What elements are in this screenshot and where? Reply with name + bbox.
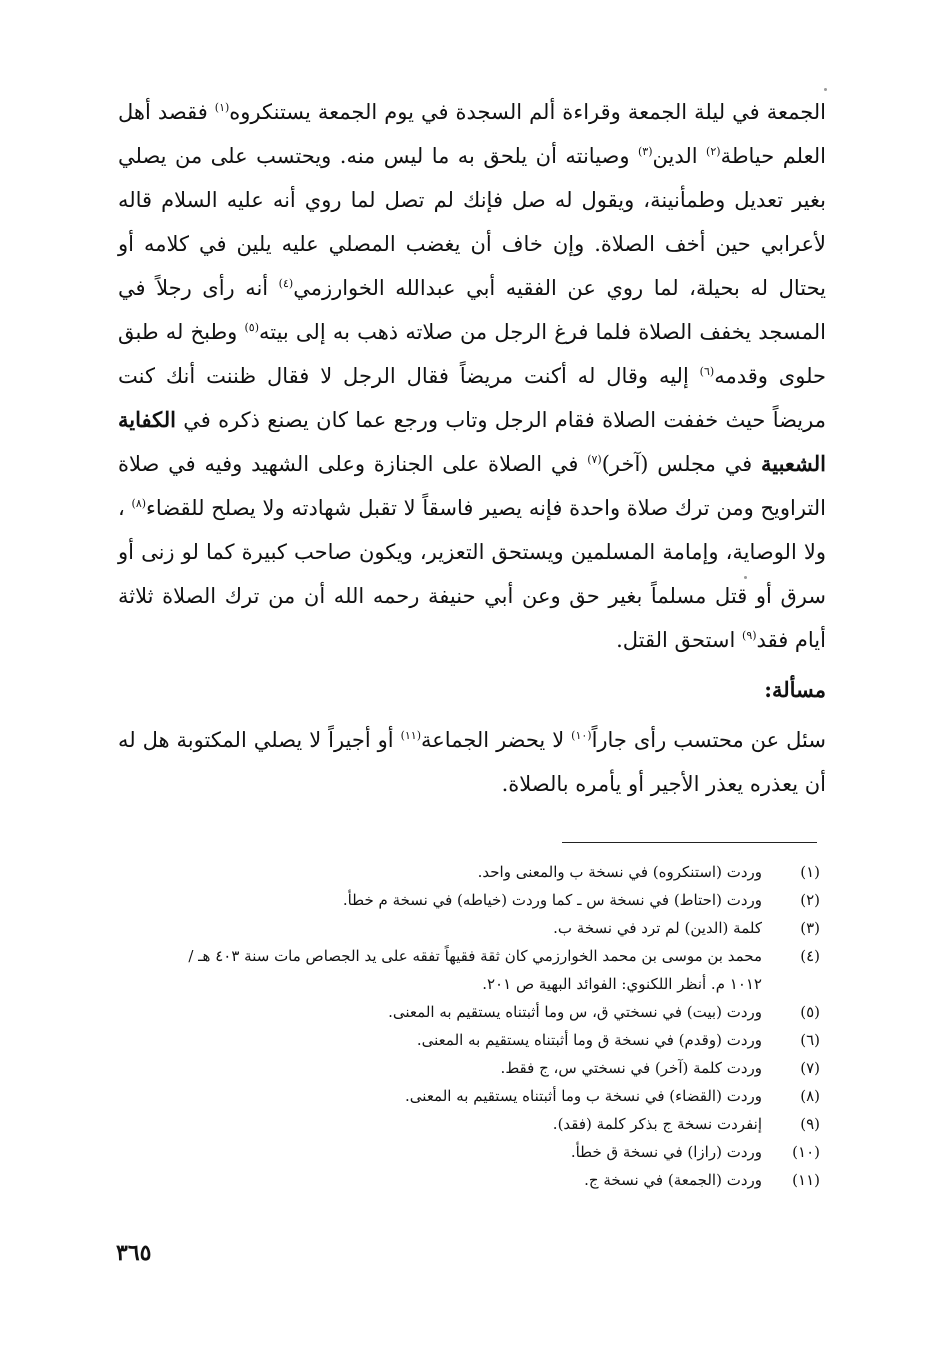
- text-run: في الصلاة على الجنازة وعلى الشهيد وفيه في صلاة التراويح ومن ترك صلاة واحدة فإنه يصير فاسقاً لا تقبل شهادته ولا يصلح للقضاء: [118, 452, 826, 520]
- footnote-number: (٦): [800, 1031, 820, 1049]
- footnote-item: [160, 1054, 820, 1082]
- footnote-text: وردت (استنكروه) في نسخة ب والمعنى واحد.: [477, 863, 762, 881]
- text-run: الجمعة في ليلة الجمعة وقراءة ألم السجدة في يوم الجمعة يستنكروه: [229, 100, 827, 124]
- footnote-number: (١٠): [792, 1143, 820, 1161]
- footnote-number: (٢): [800, 891, 820, 909]
- text-run: فقصد أهل العلم حياطة: [118, 100, 826, 168]
- footnote-item: [160, 886, 820, 914]
- page-number: ٣٦٥: [116, 1240, 152, 1266]
- text-run: وصيانته أن يلحق به ما ليس منه. ويحتسب على من يصلي بغير تعديل وطمأنينة، ويقول له صل فإنك لم تصل لما روي أنه عليه السلام قاله لأعرابي حين أخف الصلاة. وإن خاف أن يغضب المصلي عليه يلين في كلامه أو يحتال له بحيلة، لما روي عن الفقيه أبي عبدالله الخوارزمي: [118, 144, 827, 300]
- footnote-number: (٨): [800, 1087, 820, 1105]
- footnote-item: [160, 914, 820, 942]
- footnote-ref: (٣): [637, 145, 653, 158]
- footnote-text: وردت كلمة (آخر) في نسختي س، ج فقط.: [500, 1059, 762, 1077]
- footnote-item: [160, 1166, 820, 1194]
- text-run: سئل عن محتسب رأى جاراً: [591, 728, 826, 752]
- scan-speck: [744, 576, 747, 579]
- text-run: أنه رأى رجلاً في المسجد يخفف الصلاة فلما فرغ الرجل من صلاته ذهب به إلى بيته: [118, 276, 826, 344]
- footnote-number: (١): [800, 863, 820, 881]
- paragraph-1: [118, 90, 826, 662]
- footnote-text: وردت (احتاط) في نسخة س ـ كما وردت (خياطه) في نسخة م خطأ.: [342, 891, 762, 909]
- footnote-ref: (٤): [278, 277, 294, 290]
- footnote-number: (٤): [800, 947, 820, 965]
- scan-speck: [824, 88, 827, 91]
- footnote-text: وردت (رازا) في نسخة ق خطأ.: [570, 1143, 762, 1161]
- footnote-ref: (٩): [742, 629, 757, 642]
- footnote-ref: (٥): [244, 321, 259, 334]
- footnote-number: (٥): [800, 1003, 820, 1021]
- footnote-text: وردت (بيت) في نسختي ق، س وما أثبتناه يستقيم به المعنى.: [388, 1003, 762, 1021]
- text-run: لا يحضر الجماعة: [421, 728, 572, 752]
- footnote-item: [160, 1026, 820, 1054]
- footnote-item: [160, 1082, 820, 1110]
- footnote-number: (٣): [800, 919, 820, 937]
- paragraph-2: [118, 718, 826, 806]
- footnote-separator: [562, 842, 817, 843]
- footnote-item: [160, 1138, 820, 1166]
- footnote-item: [160, 998, 820, 1026]
- text-run: استحق القتل.: [616, 628, 743, 652]
- book-title: الكفاية الشعبية: [118, 407, 826, 476]
- text-run: ، ولا الوصاية، وإمامة المسلمين ويستحق التعزير، ويكون صاحب كبيرة كما لو زنى أو سرق أو قتل مسلماً بغير حق وعن أبي حنيفة رحمه الله أن من ترك الصلاة ثلاثة أيام فقد: [118, 496, 826, 652]
- footnote-text: كلمة (الدين) لم ترد في نسخة ب.: [553, 919, 762, 937]
- footnote-item: [160, 1110, 820, 1138]
- text-run: في مجلس (آخر): [601, 452, 761, 476]
- main-text: [118, 90, 826, 806]
- text-run: إليه وقال له أكنت مريضاً فقال الرجل لا فقال ظننت أنك كنت مريضاً حيث خففت الصلاة فقام الرجل وتاب ورجع عما كان يصنع ذكره في: [118, 364, 826, 432]
- footnote-ref: (٨): [131, 497, 147, 510]
- footnote-text: إنفردت نسخة ج بذكر كلمة (فقد).: [552, 1115, 762, 1133]
- footnote-ref: (٢): [706, 145, 721, 158]
- footnote-ref: (٦): [699, 365, 715, 378]
- footnote-list: [160, 858, 820, 1194]
- footnote-ref: (١٠): [571, 729, 592, 742]
- section-heading: مسألة:: [764, 677, 826, 702]
- footnote-text: وردت (الجمعة) في نسخة ج.: [584, 1171, 762, 1189]
- footnote-number: (٩): [800, 1115, 820, 1133]
- footnote-text: محمد بن موسى بن محمد الخوارزمي كان ثقة فقيهاً تفقه على يد الجصاص مات سنة ٤٠٣ هـ / ١٠١٢ م. أنظر اللكنوي: الفوائد البهية ص ٢٠١.: [188, 947, 762, 993]
- footnote-number: (١١): [792, 1171, 820, 1189]
- text-run: وطبخ له طبق حلوى وقدمه: [118, 320, 826, 388]
- footnote-text: وردت (القضاء) في نسخة ب وما أثبتناه يستقيم به المعنى.: [405, 1087, 762, 1105]
- text-run: الدين: [652, 144, 707, 168]
- text-run: أو أجيراً لا يصلي المكتوبة هل له أن يعذره يعذر الأجير أو يأمره بالصلاة.: [118, 728, 826, 796]
- footnote-item: [160, 942, 820, 998]
- footnote-item: [160, 858, 820, 886]
- footnote-ref: (٧): [587, 453, 602, 466]
- footnote-ref: (١): [214, 101, 230, 114]
- footnote-text: وردت (وقدم) في نسخة ق وما أثبتناه يستقيم به المعنى.: [416, 1031, 762, 1049]
- footnote-ref: (١١): [400, 729, 421, 742]
- footnote-number: (٧): [800, 1059, 820, 1077]
